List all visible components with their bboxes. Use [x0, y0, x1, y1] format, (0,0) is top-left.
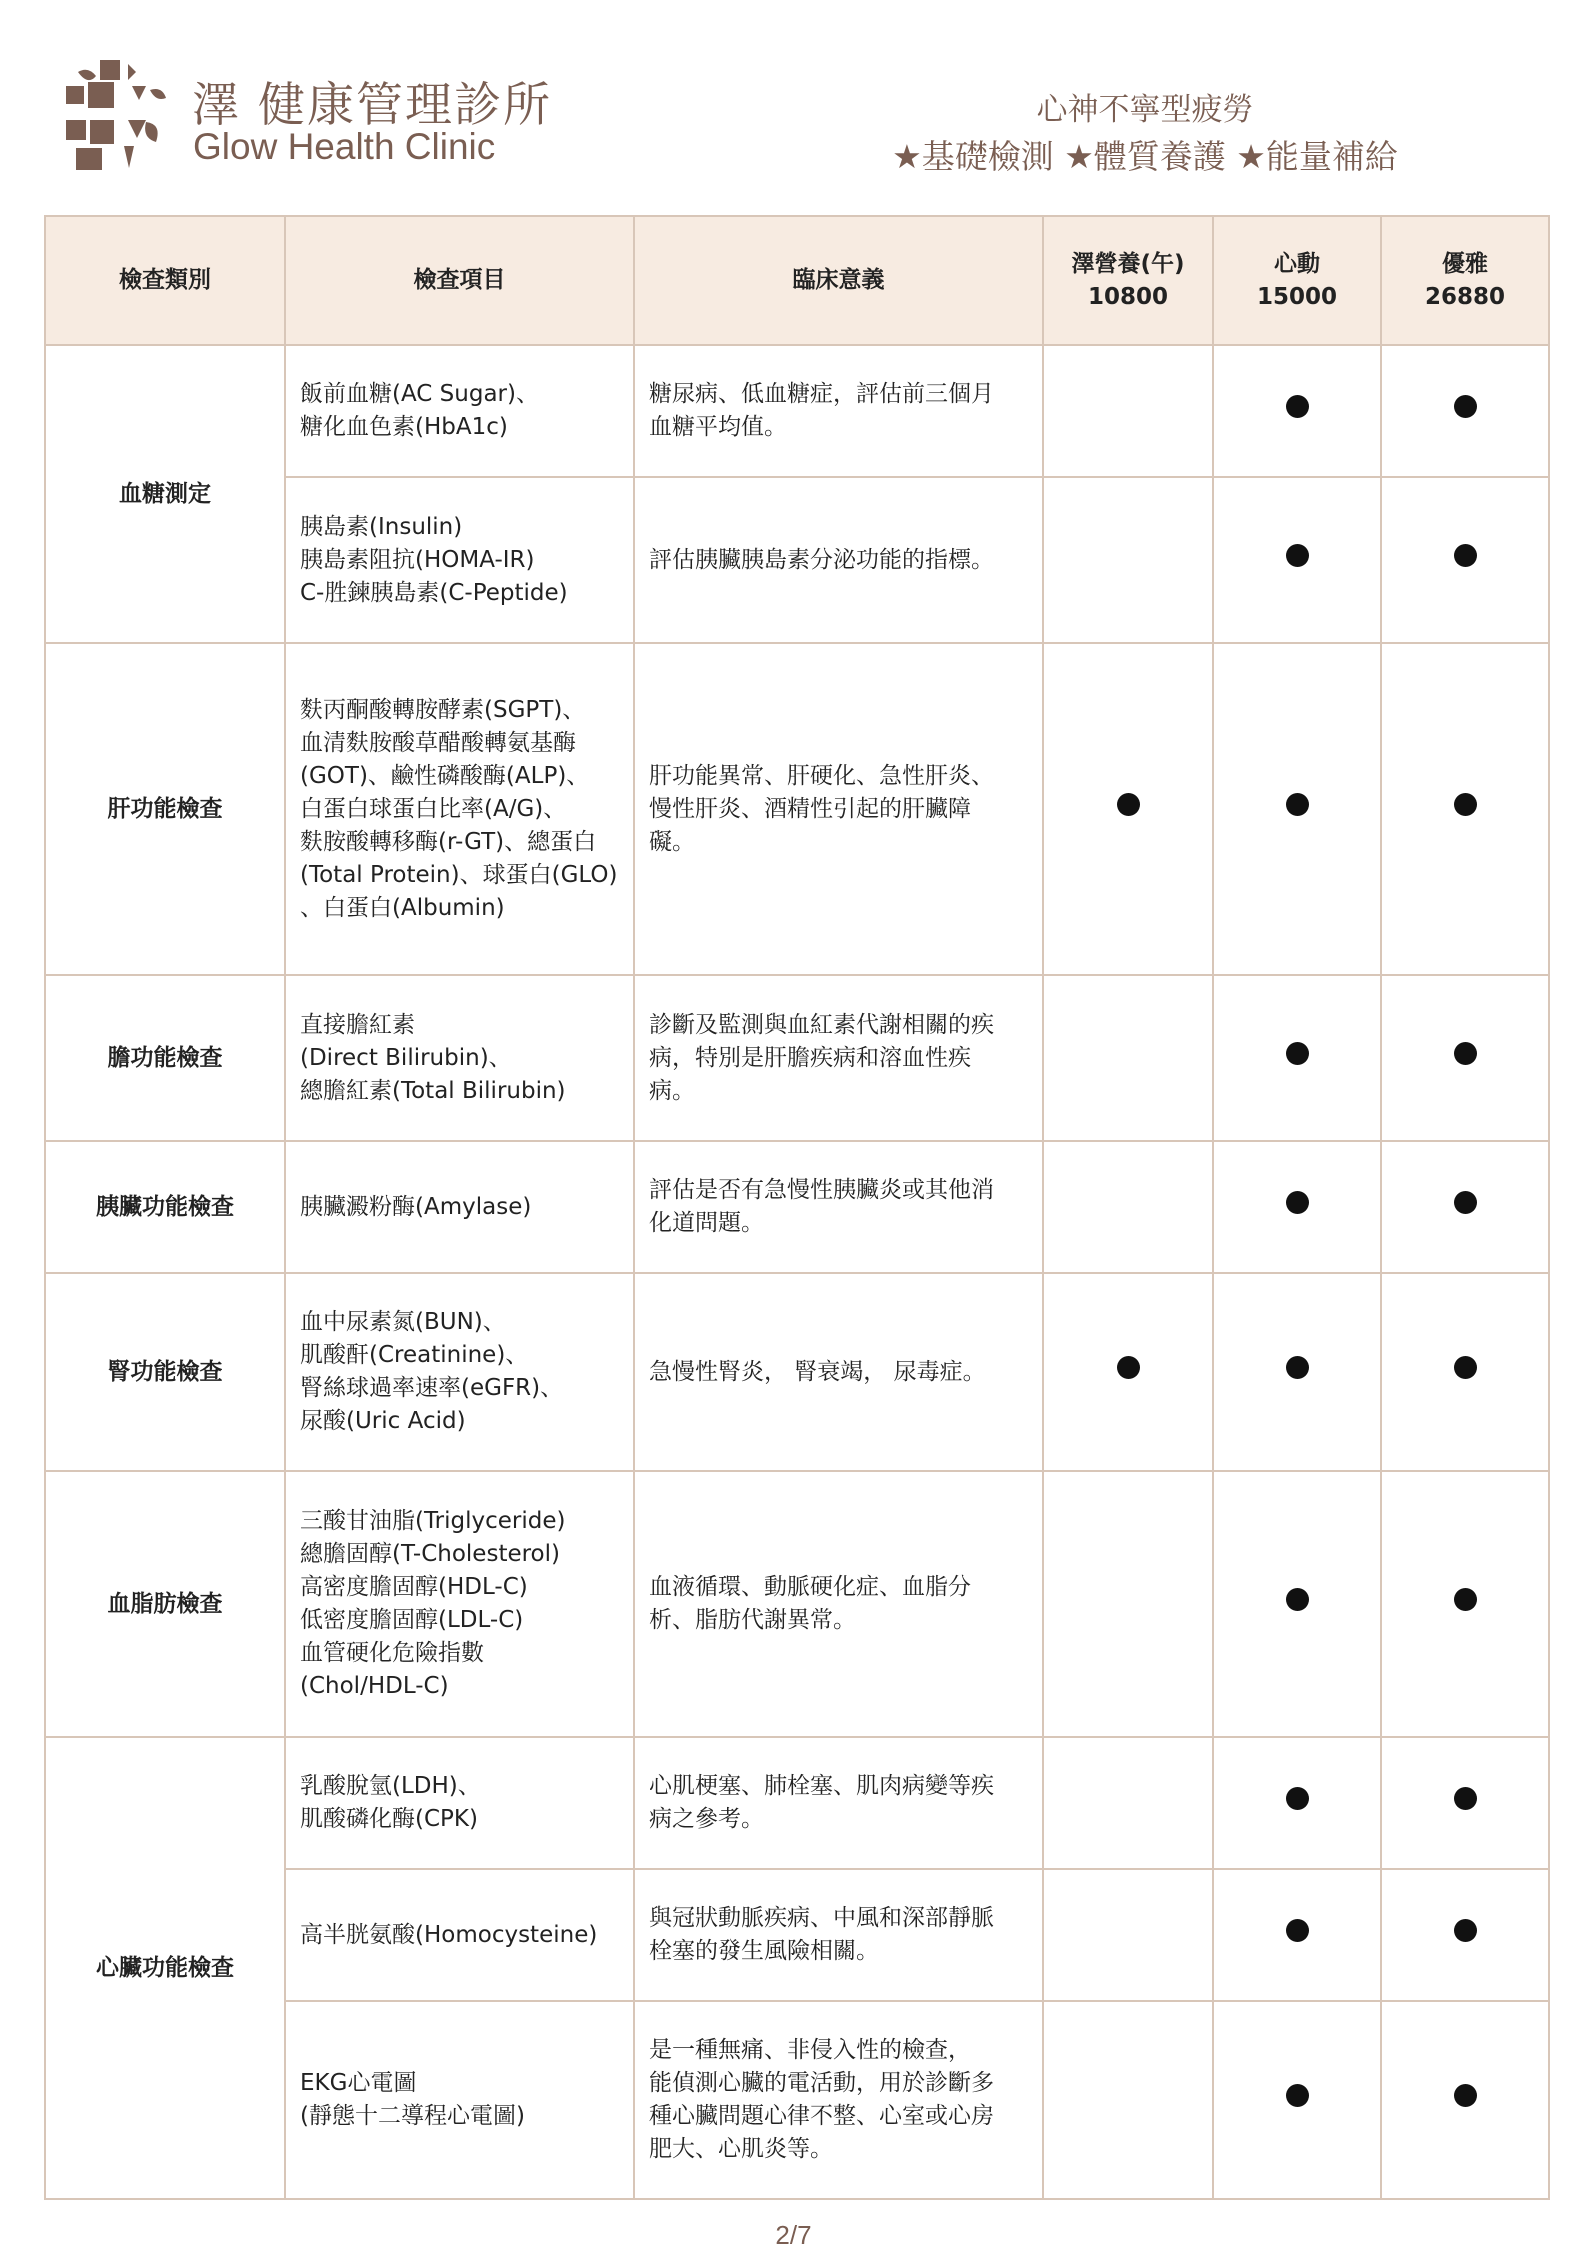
plan-3-cell	[1381, 1471, 1549, 1737]
item-line: 三酸甘油脂(Triglyceride)	[300, 1508, 566, 1534]
table-row	[45, 345, 1549, 477]
item-line: 白蛋白球蛋白比率(A/G)、	[300, 795, 567, 822]
plan-1-cell	[1043, 1869, 1213, 2001]
plan-price: 26880	[1424, 283, 1506, 310]
item-cell	[285, 1471, 634, 1737]
meaning-line: 病，特別是肝膽疾病和溶血性疾	[649, 1044, 971, 1071]
item-line: 肌酸磷化酶(CPK)	[300, 1806, 478, 1832]
included-dot-icon	[1454, 1191, 1477, 1214]
meaning-line: 慢性肝炎、酒精性引起的肝臟障	[649, 795, 971, 822]
item-line: 血清麩胺酸草醋酸轉氨基酶	[300, 729, 576, 756]
header-meaning: 臨床意義	[634, 216, 1043, 345]
item-line: 直接膽紅素	[300, 1011, 415, 1038]
plan-3-cell	[1381, 345, 1549, 477]
included-dot-icon	[1454, 544, 1477, 567]
plan-2-cell	[1213, 1737, 1381, 1869]
included-dot-icon	[1286, 1356, 1309, 1379]
included-dot-icon	[1454, 1588, 1477, 1611]
plan-2-cell	[1213, 643, 1381, 975]
plan-3-cell	[1381, 2001, 1549, 2199]
item-line: 糖化血色素(HbA1c)	[300, 414, 508, 440]
category-cell: 肝功能檢查	[45, 643, 285, 975]
item-line: (靜態十二導程心電圖)	[300, 2103, 525, 2129]
meaning-line: 與冠狀動脈疾病、中風和深部靜脈	[649, 1905, 994, 1931]
meaning-line: 血糖平均值。	[649, 414, 787, 440]
plan-price: 10800	[1087, 283, 1169, 310]
plan-2-cell	[1213, 2001, 1381, 2199]
plan-subtitle: ★基礎檢測 ★體質養護 ★能量補給	[892, 137, 1398, 176]
item-line: 低密度膽固醇(LDL-C)	[300, 1607, 524, 1633]
item-line: 總膽固醇(T-Cholesterol)	[300, 1541, 560, 1567]
meaning-line: 化道問題。	[649, 1210, 764, 1236]
included-dot-icon	[1286, 395, 1309, 418]
meaning-line: 病。	[649, 1077, 695, 1104]
item-line: 高半胱氨酸(Homocysteine)	[300, 1921, 598, 1948]
plan-3-cell	[1381, 1737, 1549, 1869]
meaning-cell	[634, 1141, 1043, 1273]
header-plan-1	[1043, 216, 1213, 345]
meaning-line: 評估胰臟胰島素分泌功能的指標。	[649, 546, 994, 573]
header-category: 檢查類別	[45, 216, 285, 345]
plan-3-cell	[1381, 1141, 1549, 1273]
item-line: 飯前血糖(AC Sugar)、	[300, 381, 539, 407]
header-plan-3	[1381, 216, 1549, 345]
meaning-line: 糖尿病、低血糖症，評估前三個月	[649, 381, 994, 407]
category-cell: 膽功能檢查	[45, 975, 285, 1141]
meaning-line: 肥大、心肌炎等。	[649, 2136, 833, 2162]
table-row	[45, 643, 1549, 975]
item-line: 、白蛋白(Albumin)	[300, 894, 505, 921]
clinic-logo-icon	[66, 60, 172, 172]
meaning-line: 是一種無痛、非侵入性的檢查，	[649, 2037, 971, 2063]
plan-title: 心神不寧型疲勞	[1036, 92, 1254, 128]
meaning-line: 血液循環、動脈硬化症、血脂分	[649, 1574, 971, 1600]
plan-1-cell	[1043, 975, 1213, 1141]
meaning-cell	[634, 975, 1043, 1141]
plan-1-cell	[1043, 2001, 1213, 2199]
table-row	[45, 1471, 1549, 1737]
item-line: (Total Protein)、球蛋白(GLO)	[300, 861, 618, 888]
item-line: C-胜鍊胰島素(C-Peptide)	[300, 579, 568, 606]
item-line: 胰島素阻抗(HOMA-IR)	[300, 546, 535, 573]
table-row	[45, 1737, 1549, 1869]
included-dot-icon	[1454, 1919, 1477, 1942]
plan-name: 優雅	[1442, 250, 1488, 277]
item-cell	[285, 975, 634, 1141]
item-line: 乳酸脫氫(LDH)、	[300, 1773, 481, 1799]
plan-1-cell	[1043, 1737, 1213, 1869]
included-dot-icon	[1286, 1787, 1309, 1810]
item-line: 尿酸(Uric Acid)	[300, 1408, 466, 1434]
included-dot-icon	[1454, 2084, 1477, 2107]
plan-price: 15000	[1256, 283, 1338, 310]
item-line: EKG心電圖	[300, 2070, 417, 2096]
meaning-line: 心肌梗塞、肺栓塞、肌肉病變等疾	[649, 1773, 994, 1799]
included-dot-icon	[1454, 1042, 1477, 1065]
plan-name: 心動	[1274, 250, 1320, 277]
meaning-line: 種心臟問題心律不整、心室或心房	[649, 2103, 994, 2129]
meaning-cell	[634, 1273, 1043, 1471]
plan-2-cell	[1213, 1141, 1381, 1273]
header-item: 檢查項目	[285, 216, 634, 345]
item-line: 血中尿素氮(BUN)、	[300, 1309, 506, 1335]
item-line: 肌酸酐(Creatinine)、	[300, 1342, 529, 1368]
category-cell: 心臟功能檢查	[45, 1737, 285, 2199]
included-dot-icon	[1117, 793, 1140, 816]
item-line: 腎絲球過率速率(eGFR)、	[300, 1375, 564, 1401]
category-cell: 腎功能檢查	[45, 1273, 285, 1471]
included-dot-icon	[1286, 1042, 1309, 1065]
plan-2-cell	[1213, 1273, 1381, 1471]
meaning-cell	[634, 1471, 1043, 1737]
exam-table	[44, 215, 1550, 2200]
plan-2-cell	[1213, 1869, 1381, 2001]
plan-3-cell	[1381, 643, 1549, 975]
plan-1-cell	[1043, 477, 1213, 643]
page-number: 2/7	[775, 2220, 812, 2250]
included-dot-icon	[1117, 1356, 1140, 1379]
meaning-line: 能偵測心臟的電活動，用於診斷多	[649, 2070, 994, 2096]
meaning-line: 急慢性腎炎， 腎衰竭， 尿毒症。	[649, 1358, 986, 1385]
item-cell	[285, 1737, 634, 1869]
meaning-line: 礙。	[649, 828, 695, 855]
category-cell: 血糖測定	[45, 345, 285, 643]
plan-1-cell	[1043, 345, 1213, 477]
item-line: 胰臟澱粉酶(Amylase)	[300, 1193, 532, 1220]
included-dot-icon	[1286, 1191, 1309, 1214]
page-header	[0, 0, 1587, 200]
meaning-cell	[634, 345, 1043, 477]
included-dot-icon	[1286, 1588, 1309, 1611]
included-dot-icon	[1454, 1787, 1477, 1810]
plan-1-cell	[1043, 1273, 1213, 1471]
plan-3-cell	[1381, 975, 1549, 1141]
item-cell	[285, 1273, 634, 1471]
category-cell: 胰臟功能檢查	[45, 1141, 285, 1273]
meaning-line: 栓塞的發生風險相關。	[649, 1938, 879, 1964]
plan-1-cell	[1043, 1141, 1213, 1273]
table-row	[45, 1141, 1549, 1273]
plan-2-cell	[1213, 975, 1381, 1141]
item-line: 麩胺酸轉移酶(r-GT)、總蛋白	[300, 828, 597, 855]
item-line: (Direct Bilirubin)、	[300, 1044, 512, 1071]
plan-name: 澤營養(午)	[1071, 250, 1185, 277]
item-line: 總膽紅素(Total Bilirubin)	[300, 1077, 566, 1104]
item-cell	[285, 1141, 634, 1273]
clinic-name-cn: 澤 健康管理診所	[192, 78, 552, 133]
meaning-cell	[634, 2001, 1043, 2199]
item-cell	[285, 643, 634, 975]
meaning-line: 評估是否有急慢性胰臟炎或其他消	[649, 1177, 994, 1203]
meaning-cell	[634, 1737, 1043, 1869]
table-row	[45, 1273, 1549, 1471]
meaning-line: 診斷及監測與血紅素代謝相關的疾	[649, 1011, 994, 1038]
plan-1-cell	[1043, 643, 1213, 975]
meaning-cell	[634, 477, 1043, 643]
item-line: (GOT)、鹼性磷酸酶(ALP)、	[300, 762, 590, 789]
plan-2-cell	[1213, 477, 1381, 643]
item-line: 胰島素(Insulin)	[300, 513, 463, 540]
clinic-name-en: Glow Health Clinic	[193, 126, 496, 167]
table-row	[45, 975, 1549, 1141]
item-cell	[285, 1869, 634, 2001]
item-line: 麩丙酮酸轉胺酵素(SGPT)、	[300, 696, 586, 723]
included-dot-icon	[1454, 1356, 1477, 1379]
meaning-cell	[634, 643, 1043, 975]
plan-1-cell	[1043, 1471, 1213, 1737]
item-line: 高密度膽固醇(HDL-C)	[300, 1574, 528, 1600]
meaning-cell	[634, 1869, 1043, 2001]
table-header-row	[45, 216, 1549, 345]
plan-3-cell	[1381, 477, 1549, 643]
meaning-line: 析、脂肪代謝異常。	[649, 1607, 856, 1633]
item-cell	[285, 345, 634, 477]
plan-3-cell	[1381, 1273, 1549, 1471]
plan-2-cell	[1213, 1471, 1381, 1737]
plan-3-cell	[1381, 1869, 1549, 2001]
item-line: (Chol/HDL-C)	[300, 1673, 449, 1699]
included-dot-icon	[1454, 793, 1477, 816]
plan-2-cell	[1213, 345, 1381, 477]
included-dot-icon	[1286, 1919, 1309, 1942]
included-dot-icon	[1454, 395, 1477, 418]
item-line: 血管硬化危險指數	[300, 1640, 484, 1666]
included-dot-icon	[1286, 544, 1309, 567]
included-dot-icon	[1286, 2084, 1309, 2107]
item-cell	[285, 2001, 634, 2199]
meaning-line: 肝功能異常、肝硬化、急性肝炎、	[649, 762, 994, 789]
meaning-line: 病之參考。	[649, 1806, 764, 1832]
table-body	[45, 345, 1549, 2199]
included-dot-icon	[1286, 793, 1309, 816]
item-cell	[285, 477, 634, 643]
category-cell: 血脂肪檢查	[45, 1471, 285, 1737]
header-plan-2	[1213, 216, 1381, 345]
